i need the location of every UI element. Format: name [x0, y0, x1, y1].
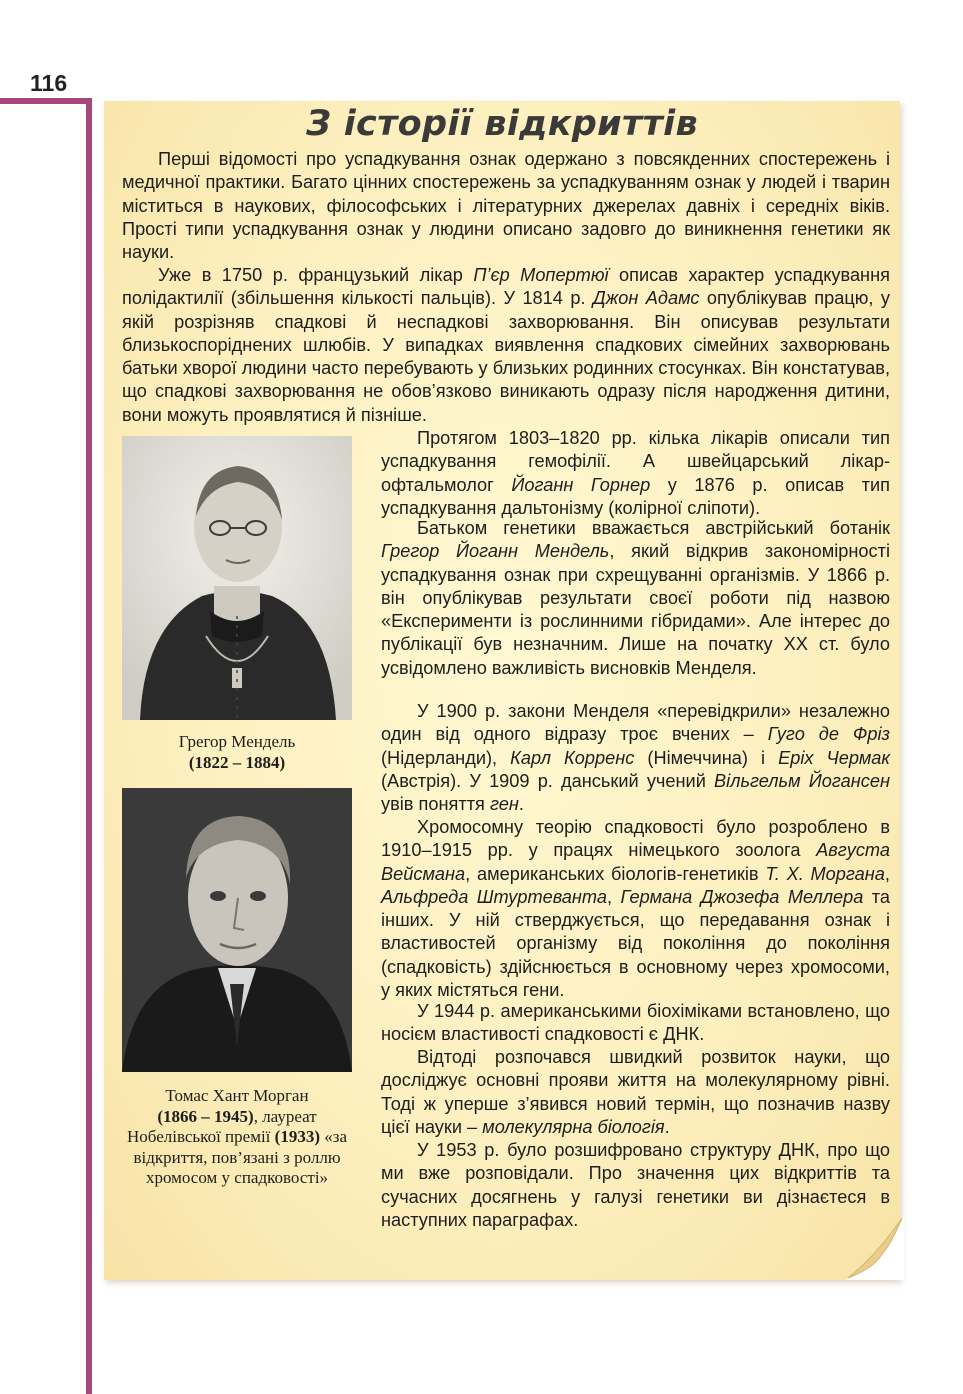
text-run: Хромосомну теорію спадковості було розроблено в 1910–1915 рр. у працях німецького зоолога	[381, 817, 890, 861]
italic-name: Августа Вейсмана	[381, 840, 890, 884]
italic-name: молекулярна біологія	[482, 1116, 665, 1137]
text-run: (Німеччина) і	[634, 747, 779, 768]
text-run: , лауреат Нобелівської премії	[127, 1106, 317, 1146]
italic-name: Еріх Чермак	[778, 747, 890, 768]
text-run: Грегор Мендель	[178, 732, 296, 751]
italic-name: Т. Х. Моргана	[765, 863, 885, 884]
margin-bar-top	[0, 98, 92, 104]
text-run: Перші відомості про успадкування ознак одержано з повсякденних спостережень і медичної практики. Багато цінних спостережень за успадкуванням ознак у людей і тварин міститься в наукових, філософських і літературних джерелах давніх і середніх віків. Прості типи успадкування ознак у людини описано задовго до виникнення генетики як науки.	[122, 149, 890, 263]
text-run: У 1944 р. американськими біохіміками встановлено, що носієм властивості спадковості є ДНК.	[381, 1001, 890, 1045]
text-run: Відтоді розпочався швидкий розвиток науки, що досліджує основні прояви життя на молекулярному рівні. Тоді ж уперше з’явився новий термін, що позначив назву цієї науки –	[381, 1047, 890, 1137]
italic-name: Германа Джозефа Меллера	[620, 886, 864, 907]
italic-name: Йоганн Горнер	[511, 474, 651, 495]
paragraph-mendel	[381, 517, 890, 680]
page-number: 116	[30, 70, 68, 96]
mendel-caption	[112, 732, 362, 773]
text-run: у 1876 р. описав тип успадкування дальтонізму (колірної сліпоти).	[381, 474, 890, 518]
text-run: Уже в 1750 р. французький лікар	[158, 265, 474, 285]
text-run: Томас Хант Морган	[165, 1086, 309, 1105]
text-run: .	[518, 794, 524, 815]
italic-name: Грегор Йоганн Мендель	[381, 541, 610, 562]
text-run: , американських біологів-генетиків	[465, 863, 766, 884]
mendel-portrait	[122, 436, 352, 720]
text-run: ,	[884, 863, 890, 884]
section-title: З історії відкриттів	[306, 104, 698, 144]
margin-bar-left	[86, 98, 92, 1394]
paragraph-early-history	[122, 264, 890, 427]
text-run: .	[664, 1116, 670, 1137]
text-run: (Нідерланди),	[381, 747, 511, 768]
text-run: Протягом 1803–1820 рр. кілька лікарів описали тип успадкування гемофілії. А швейцарський лікар-офтальмолог	[381, 428, 890, 495]
paragraph-dna-1944	[381, 1000, 890, 1047]
text-run: Батьком генетики вважається австрійський ботанік	[417, 518, 890, 538]
bold-text: (1866 – 1945)	[157, 1106, 254, 1126]
text-run: ,	[607, 886, 621, 907]
text-run: опублікував працю, у якій розрізняв спадкові й неспадкові захворювання. Він описував результати близькоспоріднених шлюбів. У випадках виявлення спадкових сімейних захворювань батьки хворої людини часто перебувають у близьких родинних стосунках. Він констатував, що спадкові захворювання не обов’язково виникають одразу після народження дитини, вони можуть проявлятися й пізніше.	[122, 288, 891, 425]
text-run: описав характер успадкування полідактилії (збільшення кількості пальців). У 1814 р.	[122, 265, 890, 309]
italic-name: Джон Адамс	[592, 288, 700, 309]
paragraph-chromosome-theory	[381, 816, 890, 1002]
text-run: У 1900 р. закони Менделя «перевідкрили» незалежно один від одного відразу троє вчених –	[381, 701, 890, 745]
paragraph-rediscovery	[381, 700, 890, 816]
italic-name: Карл Корренс	[510, 747, 635, 768]
paragraph-hemophilia	[381, 427, 890, 520]
text-run: (Австрія). У 1909 р. данський учений	[381, 770, 715, 791]
paragraph-dna-1953	[381, 1139, 890, 1232]
italic-name: Вільгельм Йогансен	[714, 770, 890, 791]
text-run: та інших. У ній стверджується, що передавання ознак і властивостей організму від покоління до покоління (спадковість) здійснюється в основному через хромосоми, у яких містяться гени.	[381, 886, 890, 1001]
bold-text: (1933)	[274, 1127, 320, 1146]
italic-name: ген	[489, 794, 519, 815]
paragraph-intro	[122, 148, 890, 264]
paragraph-molecular-biology	[381, 1046, 890, 1139]
text-run: , який відкрив закономірності успадкування ознак при схрещуванні організмів. У 1866 р. він опублікував результати своєї роботи під назвою «Експерименти із рослинними гібридами». Але інтерес до публікації був незначним. Лише на початку XX ст. було усвідомлено важливість висновків Менделя.	[381, 541, 890, 678]
italic-name: П’єр Мопертюї	[473, 265, 609, 285]
italic-name: Альфреда Штуртеванта	[381, 886, 607, 907]
text-run: «за відкриття, пов’язані з роллю хромосом у спадковості»	[133, 1127, 347, 1187]
bold-text: (1822 – 1884)	[188, 752, 286, 772]
morgan-portrait	[122, 788, 352, 1072]
italic-name: Гуго де Фріз	[767, 724, 890, 745]
text-run: У 1953 р. було розшифровано структуру ДНК, про що ми вже розповідали. Про значення цих відкриттів та сучасних досягнень у галузі генетики ви дізнаєтеся в наступних параграфах.	[381, 1140, 890, 1230]
morgan-caption	[112, 1086, 362, 1189]
text-run: увів поняття	[381, 794, 490, 815]
